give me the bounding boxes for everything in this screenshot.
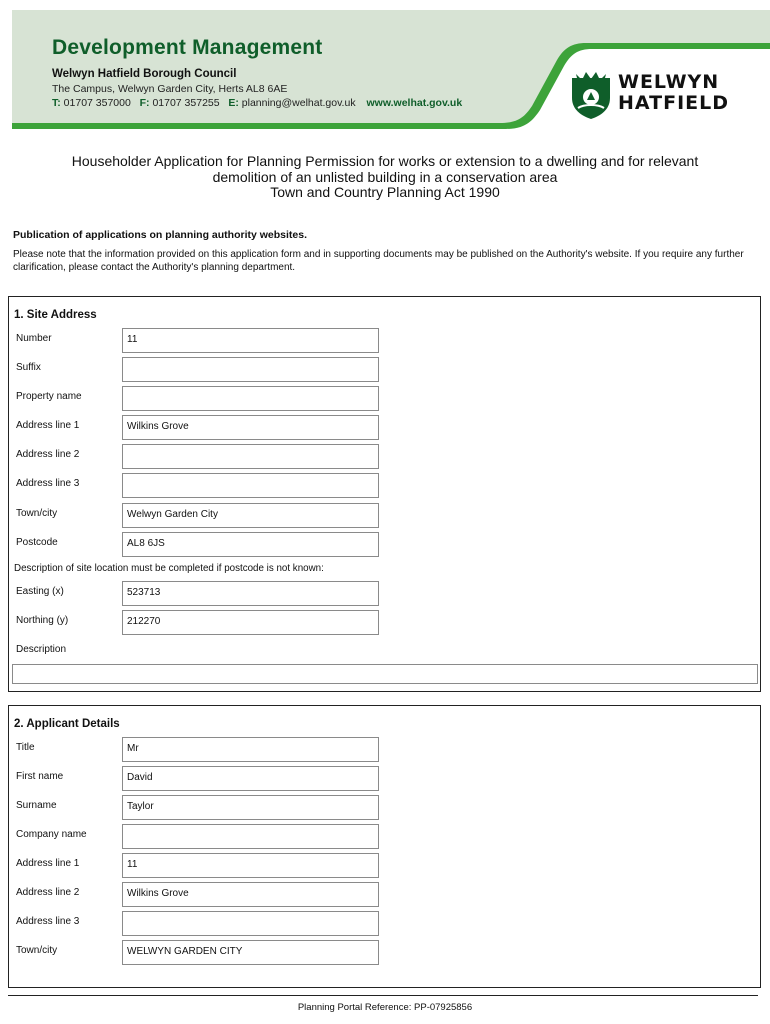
field-label: Company name [16, 829, 87, 840]
logo-line-2: HATFIELD [618, 92, 729, 114]
site-address-line-1-row [9, 415, 760, 441]
website-link[interactable]: www.welhat.gov.uk [366, 97, 463, 109]
heading-line-3: Town and Country Planning Act 1990 [270, 184, 500, 200]
email-link[interactable]: planning@welhat.gov.uk [241, 97, 356, 109]
applicant-address-line-3-field[interactable] [122, 911, 379, 936]
heading-line-1: Householder Application for Planning Permission for works or extension to a dwelling and for relevant [71, 153, 699, 169]
applicant-address-line-3-row [9, 911, 760, 937]
site-description-row [9, 639, 760, 665]
field-label: Address line 3 [16, 478, 80, 489]
header-banner [12, 10, 770, 130]
applicant-first-name-field[interactable]: David [122, 766, 379, 791]
site-number-row [9, 328, 760, 354]
site-address-line-2-row [9, 444, 760, 470]
field-label: Easting (x) [16, 586, 64, 597]
fax-number: 01707 357255 [152, 97, 220, 109]
field-label: Title [16, 742, 35, 753]
site-address-line-1-field[interactable]: Wilkins Grove [122, 415, 379, 440]
applicant-surname-row [9, 795, 760, 821]
site-suffix-field[interactable] [122, 357, 379, 382]
section-title: 1. Site Address [14, 309, 97, 321]
council-crest-icon [570, 70, 612, 120]
applicant-town-city-field[interactable]: WELWYN GARDEN CITY [122, 940, 379, 965]
field-label: Northing (y) [16, 615, 69, 626]
field-label: Description [16, 644, 67, 655]
field-label: Address line 1 [16, 858, 80, 869]
applicant-company-name-field[interactable] [122, 824, 379, 849]
site-northing-row [9, 610, 760, 636]
applicant-address-line-1-row [9, 853, 760, 879]
council-logo-text [618, 72, 729, 114]
field-label: Town/city [16, 508, 58, 519]
site-property-name-field[interactable] [122, 386, 379, 411]
location-note: Description of site location must be completed if postcode is not known: [14, 563, 324, 574]
applicant-title-row [9, 737, 760, 763]
site-postcode-field[interactable]: AL8 6JS [122, 532, 379, 557]
field-label: Address line 3 [16, 916, 80, 927]
section-title: 2. Applicant Details [14, 718, 120, 730]
applicant-title-field[interactable]: Mr [122, 737, 379, 762]
site-address-line-2-field[interactable] [122, 444, 379, 469]
portal-reference: Planning Portal Reference: PP-07925856 [297, 1002, 473, 1013]
field-label: Town/city [16, 945, 58, 956]
site-easting-row [9, 581, 760, 607]
site-address-section [8, 296, 761, 692]
site-town-city-row [9, 503, 760, 529]
applicant-address-line-2-field[interactable]: Wilkins Grove [122, 882, 379, 907]
site-description-field[interactable] [12, 664, 758, 684]
field-label: Property name [16, 391, 82, 402]
applicant-company-name-row [9, 824, 760, 850]
applicant-address-line-1-field[interactable]: 11 [122, 853, 379, 878]
site-postcode-row [9, 532, 760, 558]
banner-title: Development Management [52, 36, 323, 59]
site-suffix-row [9, 357, 760, 383]
email-key: E: [228, 97, 239, 109]
site-easting-field[interactable]: 523713 [122, 581, 379, 606]
council-name: Welwyn Hatfield Borough Council [52, 68, 237, 80]
publication-title: Publication of applications on planning authority websites. [13, 229, 308, 241]
site-address-line-3-row [9, 473, 760, 499]
fax-key: F: [139, 97, 150, 109]
applicant-town-city-row [9, 940, 760, 966]
site-town-city-field[interactable]: Welwyn Garden City [122, 503, 379, 528]
publication-notice: Please note that the information provided on this application form and in supporting documents may be published on the Authority's website. If you require any further clarification, please contact the Authority's planning department. [13, 249, 744, 273]
tel-number: 01707 357000 [63, 97, 131, 109]
applicant-first-name-row [9, 766, 760, 792]
tel-key: T: [52, 97, 61, 109]
site-address-line-3-field[interactable] [122, 473, 379, 498]
field-label: Address line 2 [16, 887, 80, 898]
field-label: Number [16, 333, 52, 344]
contact-line [52, 97, 462, 109]
form-heading [20, 154, 750, 201]
field-label: Address line 1 [16, 420, 80, 431]
footer-divider [8, 995, 758, 996]
field-label: First name [16, 771, 64, 782]
applicant-surname-field[interactable]: Taylor [122, 795, 379, 820]
site-property-name-row [9, 386, 760, 412]
applicant-address-line-2-row [9, 882, 760, 908]
logo-line-1: WELWYN [618, 71, 720, 93]
applicant-details-section [8, 705, 761, 988]
field-label: Postcode [16, 537, 58, 548]
site-number-field[interactable]: 11 [122, 328, 379, 353]
heading-line-2: demolition of an unlisted building in a conservation area [212, 168, 558, 185]
field-label: Surname [16, 800, 57, 811]
site-northing-field[interactable]: 212270 [122, 610, 379, 635]
council-address: The Campus, Welwyn Garden City, Herts AL8 6AE [52, 83, 288, 95]
field-label: Suffix [16, 362, 41, 373]
field-label: Address line 2 [16, 449, 80, 460]
